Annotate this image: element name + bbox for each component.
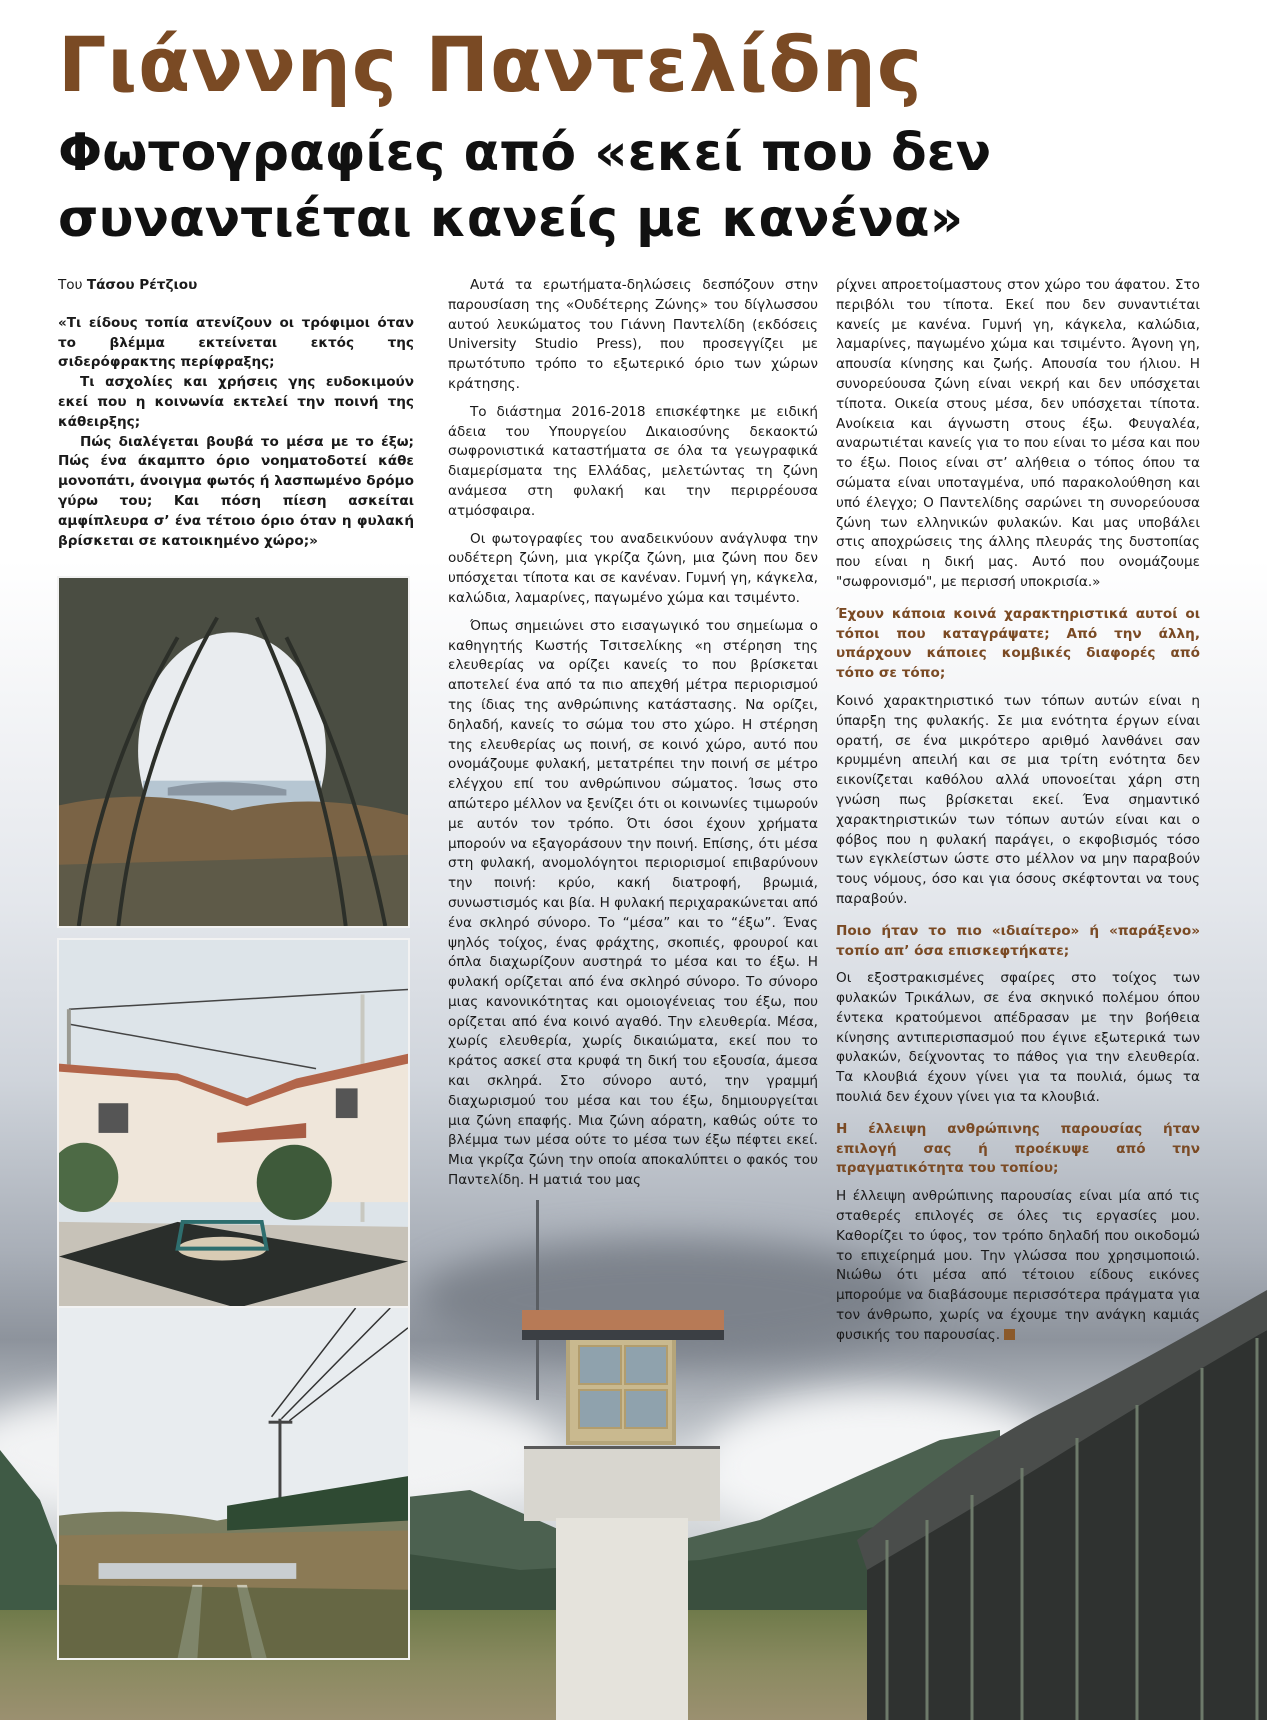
tower-window: [578, 1345, 622, 1385]
subtitle-part: κανείς: [429, 189, 618, 249]
byline-author: Τάσου Ρέτζιου: [86, 277, 198, 293]
tower-window: [624, 1345, 668, 1385]
photo-trees-arch: [57, 576, 410, 928]
photo-playground: [57, 938, 410, 1310]
article-subtitle: [58, 120, 1238, 252]
tower-cabin: [566, 1335, 676, 1445]
subtitle-part: κανένα: [721, 189, 930, 249]
subtitle-part: »: [929, 189, 964, 249]
photo-trees-arch-image: [59, 578, 408, 926]
lead-paragraph: Πώς διαλέγεται βουβά το μέσα με το έξω; Πώς ένα άκαμπτο όριο νοηματοδοτεί κάθε μονοπάτι, άνοιγμα φωτός ή λασπωμένο δρόμο γύρω του; Και πόση πίεση ασκείται αμφίπλευρα σ’ ένα τέτοιο όριο όταν η φυλακή βρίσκεται σε κατοικημένο χώρο;»: [58, 433, 414, 549]
interview-answer-final: [836, 1187, 1200, 1345]
photo-field-power-lines: [57, 1306, 410, 1660]
column-2: [448, 276, 818, 1199]
prison-fence: [847, 1290, 1267, 1720]
body-paragraph: Αυτά τα ερωτήματα-δηλώσεις δεσπόζουν στην παρουσίαση της «Ουδέτερης Ζώνης» του δίγλωσσου αυτού λευκώματος του Γιάννη Παντελίδη (εκδόσεις University Studio Press), που προσεγγίζει με πρωτότυπο τρόπο το εξωτερικό όριο των χώρων κράτησης.: [448, 277, 818, 392]
tower-window: [578, 1389, 622, 1429]
body-paragraph-continued: ρίχνει απροετοίμαστους στον χώρο του άφατου. Στο περιβόλι του τίποτα. Εκεί που δεν συναντιέται κανείς με κανένα. Γυμνή γη, κάγκελα, καλώδια, λαμαρίνες, παγωμένο χώμα και τσιμέντο. Άγονη γη, απουσία κίνησης και ζωής. Απουσία του ήλιου. Η συνορεύουσα ζώνη είναι νεκρή και δεν υπόσχεται τίποτα. Οικεία στους μέσα, δεν υπόσχεται τίποτα. Ανοίκεια και άγνωστη στους έξω. Φευγαλέα, αναρωτιέται κανείς για το που είναι το μέσα και που το έξω. Ποιος είναι στ’ αλήθεια ο τόπος όπου τα σώματα είναι υποταγμένα, υπό παρακολούθηση και υπό έλεγχο; Ο Παντελίδης σαρώνει τη συνορεύουσα ζώνη των ελληνικών φυλακών. Και μας υποβάλει στις αποχρώσεις της άλλης πλευράς της δυστοπίας που είναι η δική μας. Αυτό που ονομάζουμε "σωφρονισμό", με περισσή υποκρισία.»: [836, 277, 1200, 590]
interview-question: Η έλλειψη ανθρώπινης παρουσίας ήταν επιλογή σας ή προέκυψε από την πραγματικότητα του τοπίου;: [836, 1120, 1200, 1177]
interview-answer: Οι εξοστρακισμένες σφαίρες στο τοίχος των φυλακών Τρικάλων, σε ένα σκηνικό πολέμου όπου έντεκα κρατούμενοι απέδρασαν με την βοήθεια κίνησης αντιπερισπασμού που έγινε εξωτερικά των φυλακών, δείχνοντας το πάθος για την ελευθερία. Τα κλουβιά έχουν γίνει για τα πουλιά, όμως τα πουλιά δεν έχουν γίνει για τα κλουβιά.: [836, 970, 1200, 1106]
tower-balcony: [524, 1446, 720, 1521]
subtitle-part: με: [617, 189, 722, 249]
lead-quote: [58, 314, 414, 552]
column-3: [836, 276, 1200, 1354]
byline: [58, 276, 414, 296]
interview-answer: Κοινό χαρακτηριστικό των τόπων αυτών είναι η ύπαρξη της φυλακής. Σε μια ενότητα έργων είναι ορατή, σε ένα μικρότερο αριθμό λανθάνει σαν κρυμμένη απειλή και σε μια τρίτη ενότητα δεν εικονίζεται καθόλου αλλά υπονοείται χάρη στη γνώση πως βρίσκεται εκεί. Ένα σημαντικό χαρακτηριστικών των τόπων αυτών είναι και ο φόβος που η φυλακή παράγει, ο εκφοβισμός τόσο των εγκλείστων ώστε στο μέλλον να μην παραβούν τους νόμους, όσο και για όσους σκέφτονται να τους παραβούν.: [836, 692, 1200, 907]
column-1: [58, 276, 414, 551]
body-paragraph: Οι φωτογραφίες του αναδεικνύουν ανάγλυφα την ουδέτερη ζώνη, μια γκρίζα ζώνη, μια ζώνη που δεν υπόσχεται τίποτα και σε κανέναν. Γυμνή γη, κάγκελα, καλώδια, λαμαρίνες, παγωμένο χώμα και τσιμέντο.: [448, 530, 818, 606]
tower-antenna: [536, 1200, 539, 1400]
interview-question: Έχουν κάποια κοινά χαρακτηριστικά αυτοί οι τόποι που καταγράψατε; Από την άλλη, υπάρχουν κάποιες κομβικές διαφορές από τόπο σε τόπο;: [836, 605, 1200, 682]
byline-prefix: Του: [58, 277, 87, 293]
body-paragraph: Όπως σημειώνει στο εισαγωγικό του σημείωμα ο καθηγητής Κωστής Τσιτσελίκης «η στέρηση της ελευθερίας να ορίζει κανείς το που βρίσκεται αποτελεί ένα από τα πιο απεχθή μέτρα περιορισμού της ίδιας της ανθρώπινης κατάστασης. Να ορίζει, δηλαδή, κανείς το σώμα του στο χώρο. Η στέρηση της ελευθερίας ως ποινή, σε κοινό χώρο, αυτό που ονομάζουμε φυλακή, μετατρέπει την ποινή σε μέτρο ελέγχου επί του ανθρώπινου σώματος. Ίσως στο απώτερο μέλλον να ξενίζει ότι οι κοινωνίες τιμωρούν με αυτόν τον τρόπο. Ότι όσοι έχουν χρήματα μπορούν να εξαγοράσουν την ποινή. Επίσης, ότι μέσα στη φυλακή, ανομολόγητοι περιορισμοί επιβαρύνουν την ποινή: κρύο, κακή διατροφή, βρωμιά, συνωστισμός και βία. Η φυλακή περιχαρακώνεται από ένα σκληρό σύνορο. Το “μέσα” και το “έξω”. Ένας ψηλός τοίχος, ένας φράχτης, σκοπιές, φρουροί και όπλα διαχωρίζουν αυστηρά το μέσα και το έξω. Η φυλακή ορίζεται από ένα σκληρό σύνορο. Το σύνορο μιας κανονικότητας και ομοιογένειας του έξω, που ορίζεται από ένα κοινό αγαθό. Την ελευθερία. Μέσα, χωρίς ελευθερία, χωρίς δικαιώματα, εκεί που το κράτος ασκεί στα κρυφά τη δική του εξουσία, άμεσα και σκληρά. Στο σύνορο αυτό, την γραμμή διαχωρισμού του μέσα και του έξω, δημιουργείται μια ζώνη επαφής. Μια ζώνη αόρατη, καθώς ούτε το βλέμμα των μέσα ούτε το μέσα των έξω πέφτει εκεί. Μια γκρίζα ζώνη την οποία αποκαλύπτει ο φακός του Παντελίδη. Η ματιά του μας: [448, 617, 818, 1189]
body-paragraph: Το διάστημα 2016-2018 επισκέφτηκε με ειδική άδεια του Υπουργείου Δικαιοσύνης δεκαοκτώ σωφρονιστικά καταστήματα σε όλα τα γεωγραφικά διαμερίσματα της Ελλάδας, μελετώντας τη ζώνη ανάμεσα στη φυλακή και την περιρρέουσα ατμόσφαιρα.: [448, 403, 818, 519]
tower-window: [624, 1389, 668, 1429]
tower-shaft: [556, 1518, 688, 1720]
photo-playground-image: [59, 940, 408, 1308]
interview-answer-text: Η έλλειψη ανθρώπινης παρουσίας είναι μία από τις σταθερές επιλογές σε όλες τις εργασίες μου. Καθορίζει το ύφος, τον τρόπο δηλαδή που οικοδομώ το επιχείρημά μου. Την γλώσσα που χρησιμοποιώ. Νιώθω ότι μέσα από τέτοιου είδους εικόνες μπορούμε να διαβάσουμε περισσότερα πράγματα για τον άνθρωπο, χωρίς να έχουμε την ανάγκη καμιάς φυσικής του παρουσίας.: [836, 1188, 1200, 1343]
lead-paragraph: «Τι είδους τοπία ατενίζουν οι τρόφιμοι όταν το βλέμμα εκτείνεται εκτός της σιδερόφρακτης περίφραξης;: [58, 314, 414, 371]
subtitle-part: από «εκεί που δεν συναντιέται: [58, 123, 992, 249]
end-of-article-icon: [1004, 1329, 1015, 1340]
tower-roof: [522, 1310, 724, 1330]
lead-paragraph: Τι ασχολίες και χρήσεις γης ευδοκιμούν εκεί που η κοινωνία εκτελεί την ποινή της κάθειρξης;: [58, 374, 414, 430]
photo-field-image: [59, 1308, 408, 1658]
interview-question: Ποιο ήταν το πιο «ιδιαίτερο» ή «παράξενο» τοπίο απ’ όσα επισκεφτήκατε;: [836, 922, 1200, 959]
subtitle-part: Φωτογραφίες: [58, 123, 446, 183]
article-title: Γιάννης Παντελίδης: [58, 20, 923, 109]
